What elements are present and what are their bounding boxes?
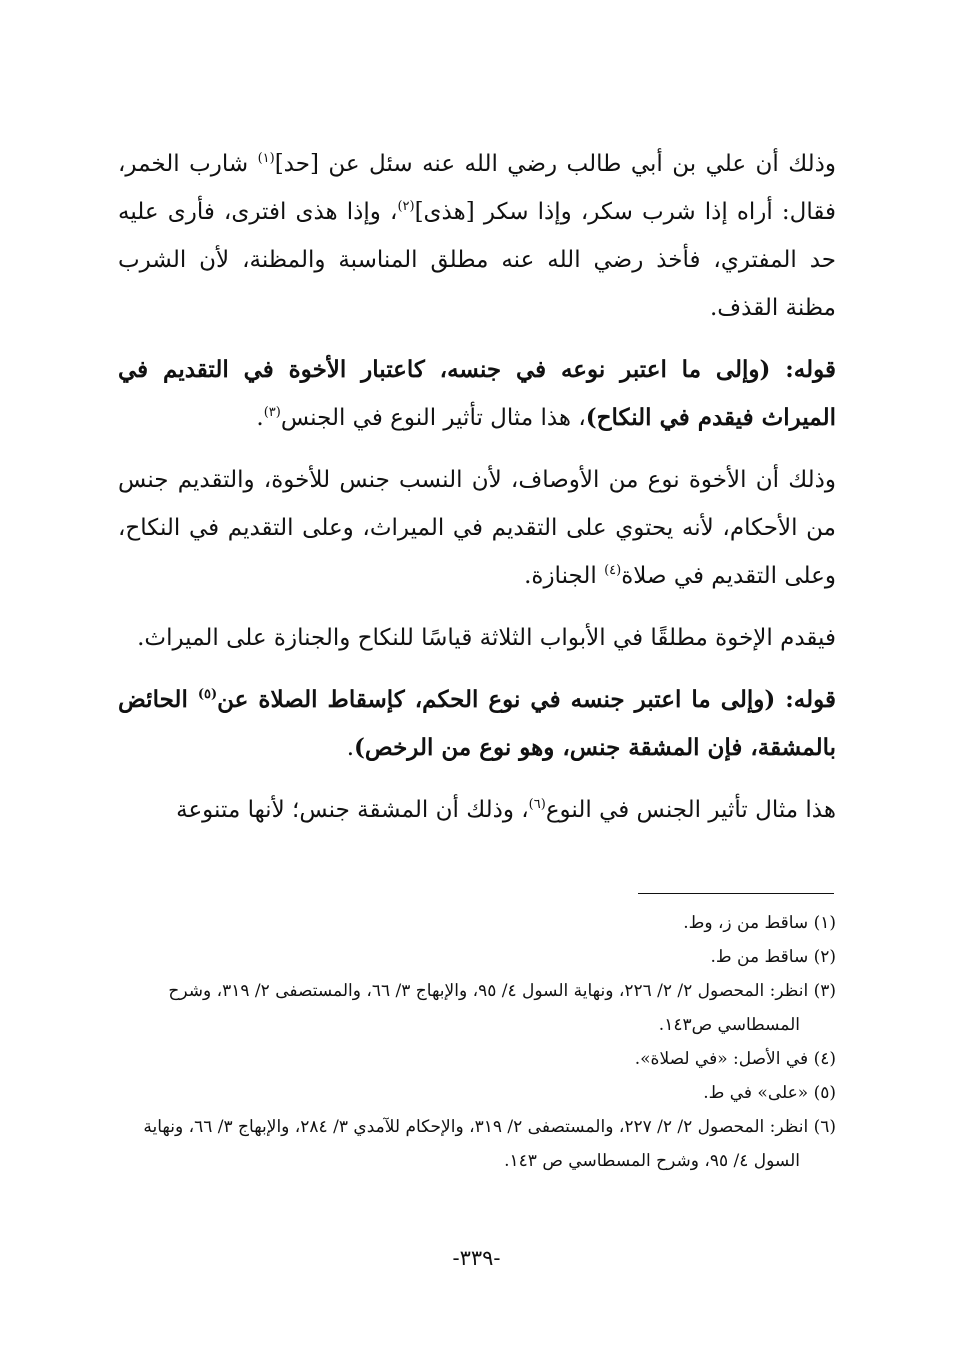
paragraph-1	[118, 140, 836, 332]
quoted-matn: الحائض بالمشقة، فإن المشقة جنس، وهو نوع من الرخص)	[118, 686, 836, 761]
text-span: .	[256, 405, 264, 431]
main-text	[118, 140, 836, 848]
footnote-ref-2: (٢)	[397, 199, 415, 214]
footnote-3: (٣) انظر: المحصول ٢/ ٢/ ٢٢٦، ونهاية السول ٤/ ٩٥، والإبهاج ٣/ ٦٦، والمستصفى ٢/ ٣١٩، وشرح المسطاسي ص١٤٣.	[168, 981, 836, 1035]
quoted-matn: (وإلى ما اعتبر جنسه في نوع الحكم، كإسقاط الصلاة عن	[217, 686, 786, 713]
text-span: شارب الخمر، فقال: أراه إذا شرب سكر، وإذا سكر [هذى]	[118, 151, 836, 225]
quote-lead: قوله:	[785, 686, 836, 713]
text-span: .	[346, 735, 355, 761]
text-span: وذلك أن الأخوة نوع من الأوصاف، لأن النسب جنس للأخوة، والتقديم جنس من الأحكام، لأنه يحتوي على التقديم في الميراث، وعلى التقديم في النكاح، وعلى التقديم في صلاة	[118, 467, 836, 589]
text-span: هذا مثال تأثير الجنس في النوع	[545, 797, 836, 823]
paragraph-2	[118, 346, 836, 442]
text-span: وذلك أن علي بن أبي طالب رضي الله عنه سئل عن [حد]	[274, 151, 836, 177]
text-span: ، وذلك أن المشقة جنس؛ لأنها متنوعة	[176, 797, 529, 823]
footnote-4: (٤) في الأصل: «في لصلاة».	[634, 1049, 836, 1069]
footnote-ref-1: (١)	[257, 151, 275, 166]
footnote-separator	[638, 893, 834, 894]
text-span: ، وإذا هذى افترى، فأرى عليه حد المفتري، فأخذ رضي الله عنه مطلق المناسبة والمظنة، لأن الشرب مظنة القذف.	[118, 199, 836, 321]
text-span: الجنازة.	[524, 563, 605, 589]
footnote-ref-6: (٦)	[528, 797, 546, 812]
footnote-ref-5: (٥)	[197, 687, 218, 702]
footnote-2: (٢) ساقط من ط.	[710, 947, 836, 967]
paragraph-5	[118, 676, 836, 772]
footnotes	[118, 906, 836, 1178]
quote-lead: قوله:	[785, 356, 836, 383]
quoted-matn: (وإلى ما اعتبر نوعه في جنسه، كاعتبار الأخوة في التقديم في الميراث فيقدم في النكاح)	[118, 356, 836, 431]
footnote-1: (١) ساقط من ز، وط.	[683, 913, 836, 933]
footnote-ref-4: (٤)	[604, 563, 622, 578]
paragraph-6	[118, 786, 836, 834]
page-number: -٣٣٩-	[452, 1246, 501, 1270]
text-span: ، هذا مثال تأثير النوع في الجنس	[280, 405, 586, 431]
paragraph-4: فيقدم الإخوة مطلقًا في الأبواب الثلاثة قياسًا للنكاح والجنازة على الميراث.	[137, 625, 836, 651]
footnote-6: (٦) انظر: المحصول ٢/ ٢/ ٢٢٧، والمستصفى ٢/ ٣١٩، والإحكام للآمدي ٣/ ٢٨٤، والإبهاج ٣/ ٦٦، ونهاية السول ٤/ ٩٥، وشرح المسطاسي ص ١٤٣.	[143, 1117, 836, 1171]
footnote-ref-3: (٣)	[263, 405, 281, 420]
paragraph-3	[118, 456, 836, 600]
footnote-5: (٥) «على» في ط.	[703, 1083, 836, 1103]
